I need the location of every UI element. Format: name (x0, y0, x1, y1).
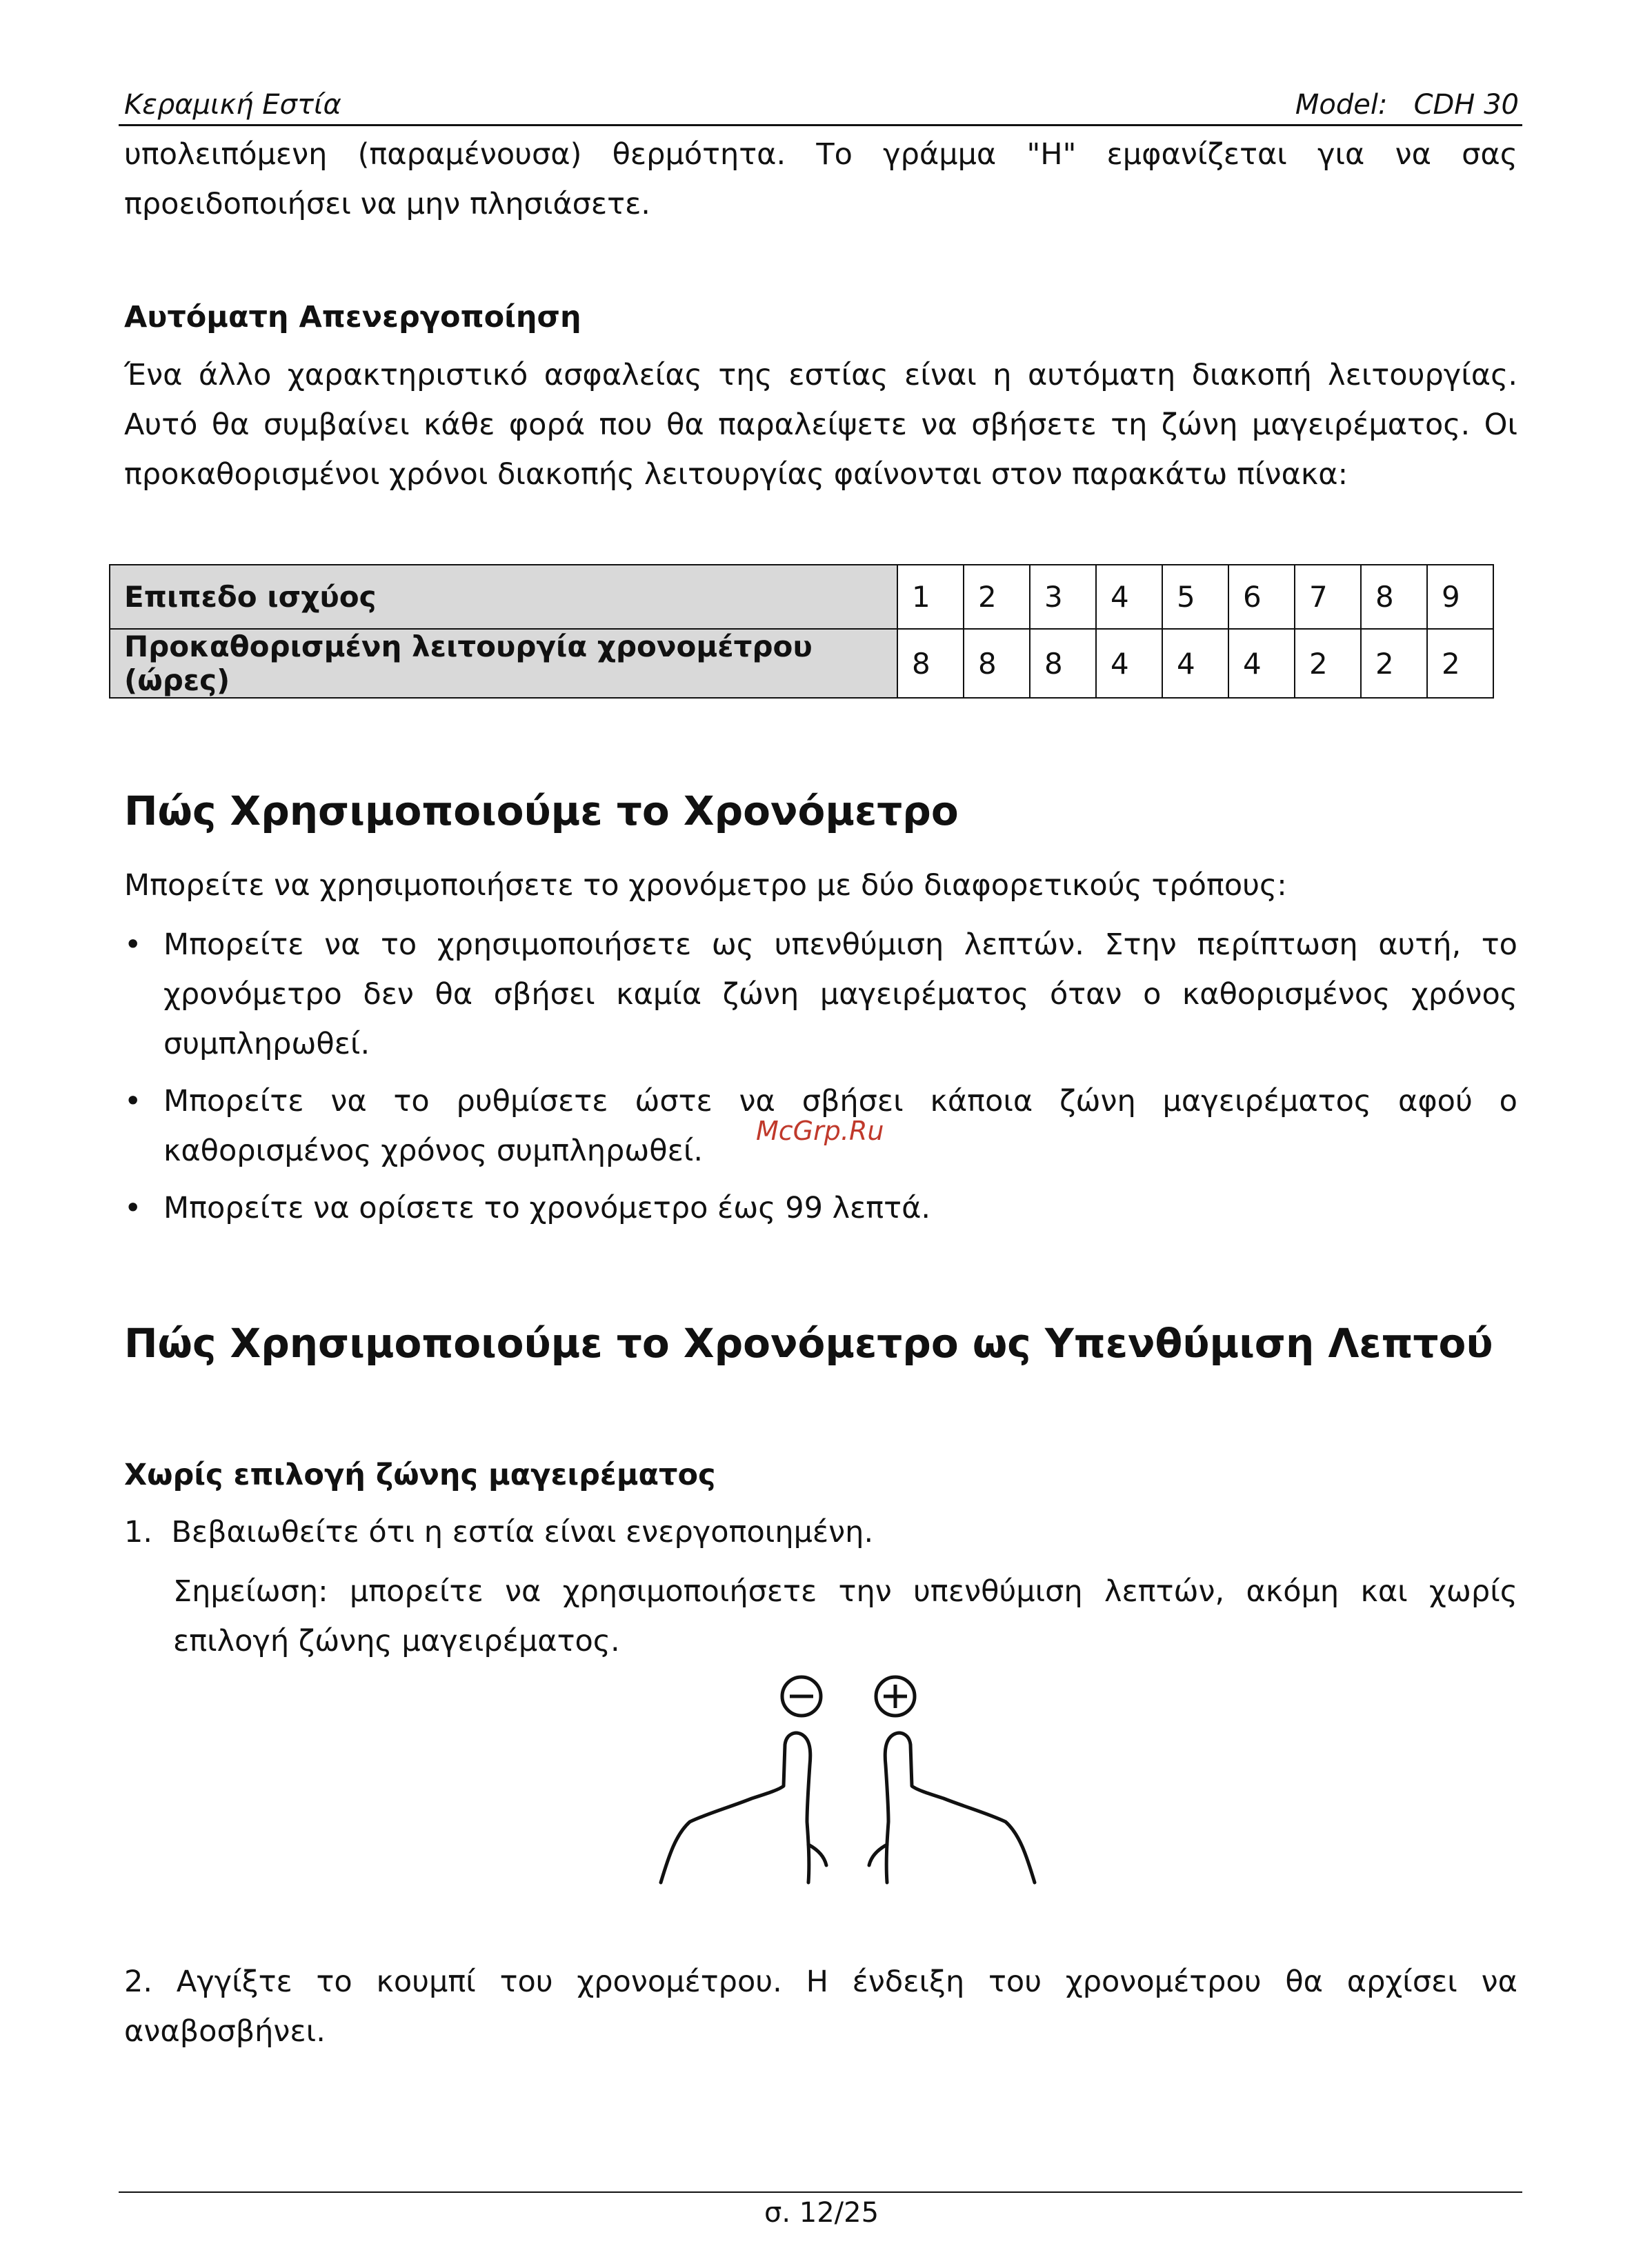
auto-off-heading: Αυτόματη Απενεργοποίηση (124, 300, 581, 334)
table-cell: 3 (1030, 565, 1096, 629)
table-cell: 8 (1030, 629, 1096, 698)
header-rule (119, 124, 1522, 126)
reminder-subheading: Χωρίς επιλογή ζώνης μαγειρέματος (124, 1458, 716, 1492)
table-cell: 1 (897, 565, 964, 629)
page-number: σ. 12/25 (764, 2197, 879, 2229)
list-item-text: Μπορείτε να το χρησιμοποιήσετε ως υπενθύμιση λεπτών. Στην περίπτωση αυτή, το χρονόμετρο δεν θα σβήσει καμία ζώνη μαγειρέματος όταν ο καθορισμένος χρόνος συμπληρωθεί. (163, 927, 1517, 1061)
table-row-label: Προκαθορισμένη λειτουργία χρονομέτρου (ώρες) (110, 629, 897, 698)
auto-off-paragraph: Ένα άλλο χαρακτηριστικό ασφαλείας της εστίας είναι η αυτόματη διακοπή λειτουργίας. Αυτό θα συμβαίνει κάθε φορά που θα παραλείψετε να σβήσετε τη ζώνη μαγειρέματος. Οι προκαθορισμένοι χρόνοι διακοπής λειτουργίας φαίνονται στον παρακάτω πίνακα: (124, 358, 1517, 492)
table-cell: 8 (897, 629, 964, 698)
step-2: 2. Αγγίξτε το κουμπί του χρονομέτρου. Η ένδειξη του χρονομέτρου θα αρχίσει να αναβοσβήνει. (124, 1965, 1517, 2049)
hands-illustration (648, 1669, 1048, 1896)
bullet-icon: • (124, 927, 142, 962)
list-item (124, 1183, 1517, 1233)
list-item (124, 920, 1517, 1069)
table-row-power-level (110, 565, 1493, 629)
timer-intro: Μπορείτε να χρησιμοποιήσετε το χρονόμετρο με δύο διαφορετικούς τρόπους: (124, 868, 1287, 903)
list-item-text: Μπορείτε να το ρυθμίσετε ώστε να σβήσει κάποια ζώνη μαγειρέματος αφού ο καθορισμένος χρόνος συμπληρωθεί. (163, 1084, 1517, 1168)
table-cell: 4 (1096, 629, 1162, 698)
header-title: Κεραμική Εστία (124, 89, 341, 121)
step-1-note: Σημείωση: μπορείτε να χρησιμοποιήσετε την υπενθύμιση λεπτών, ακόμη και χωρίς επιλογή ζώνης μαγειρέματος. (173, 1574, 1517, 1658)
left-hand-icon (661, 1733, 826, 1883)
table-cell: 4 (1096, 565, 1162, 629)
table-cell: 4 (1228, 629, 1295, 698)
table-cell: 7 (1295, 565, 1361, 629)
table-row-timer-hours (110, 629, 1493, 698)
step-1: 1. Βεβαιωθείτε ότι η εστία είναι ενεργοποιημένη. (124, 1515, 874, 1549)
reminder-heading: Πώς Χρησιμοποιούμε το Χρονόμετρο ως Υπενθύμιση Λεπτού (124, 1320, 1493, 1367)
minus-circle-icon (782, 1677, 821, 1716)
intro-paragraph: υπολειπόμενη (παραμένουσα) θερμότητα. Το γράμμα "H" εμφανίζεται για να σας προειδοποιήσει να μην πλησιάσετε. (124, 137, 1517, 221)
table-cell: 4 (1162, 629, 1228, 698)
plus-circle-icon (876, 1677, 915, 1716)
table-cell: 6 (1228, 565, 1295, 629)
table-cell: 2 (1361, 629, 1427, 698)
table-row-label: Επιπεδο ισχύος (110, 565, 897, 629)
table-cell: 8 (964, 629, 1030, 698)
table-cell: 2 (1427, 629, 1493, 698)
table-cell: 2 (1295, 629, 1361, 698)
footer-rule (119, 2191, 1522, 2193)
header-model: Model: CDH 30 (1295, 89, 1519, 121)
timer-heading: Πώς Χρησιμοποιούμε το Χρονόμετρο (124, 787, 959, 834)
right-hand-icon (869, 1733, 1035, 1883)
bullet-icon: • (124, 1084, 142, 1118)
list-item-text: Μπορείτε να ορίσετε το χρονόμετρο έως 99 λεπτά. (163, 1191, 931, 1225)
auto-off-table (109, 564, 1494, 699)
bullet-icon: • (124, 1191, 142, 1225)
table-cell: 2 (964, 565, 1030, 629)
table-cell: 5 (1162, 565, 1228, 629)
table-cell: 9 (1427, 565, 1493, 629)
watermark: McGrp.Ru (756, 1116, 884, 1146)
table-cell: 8 (1361, 565, 1427, 629)
